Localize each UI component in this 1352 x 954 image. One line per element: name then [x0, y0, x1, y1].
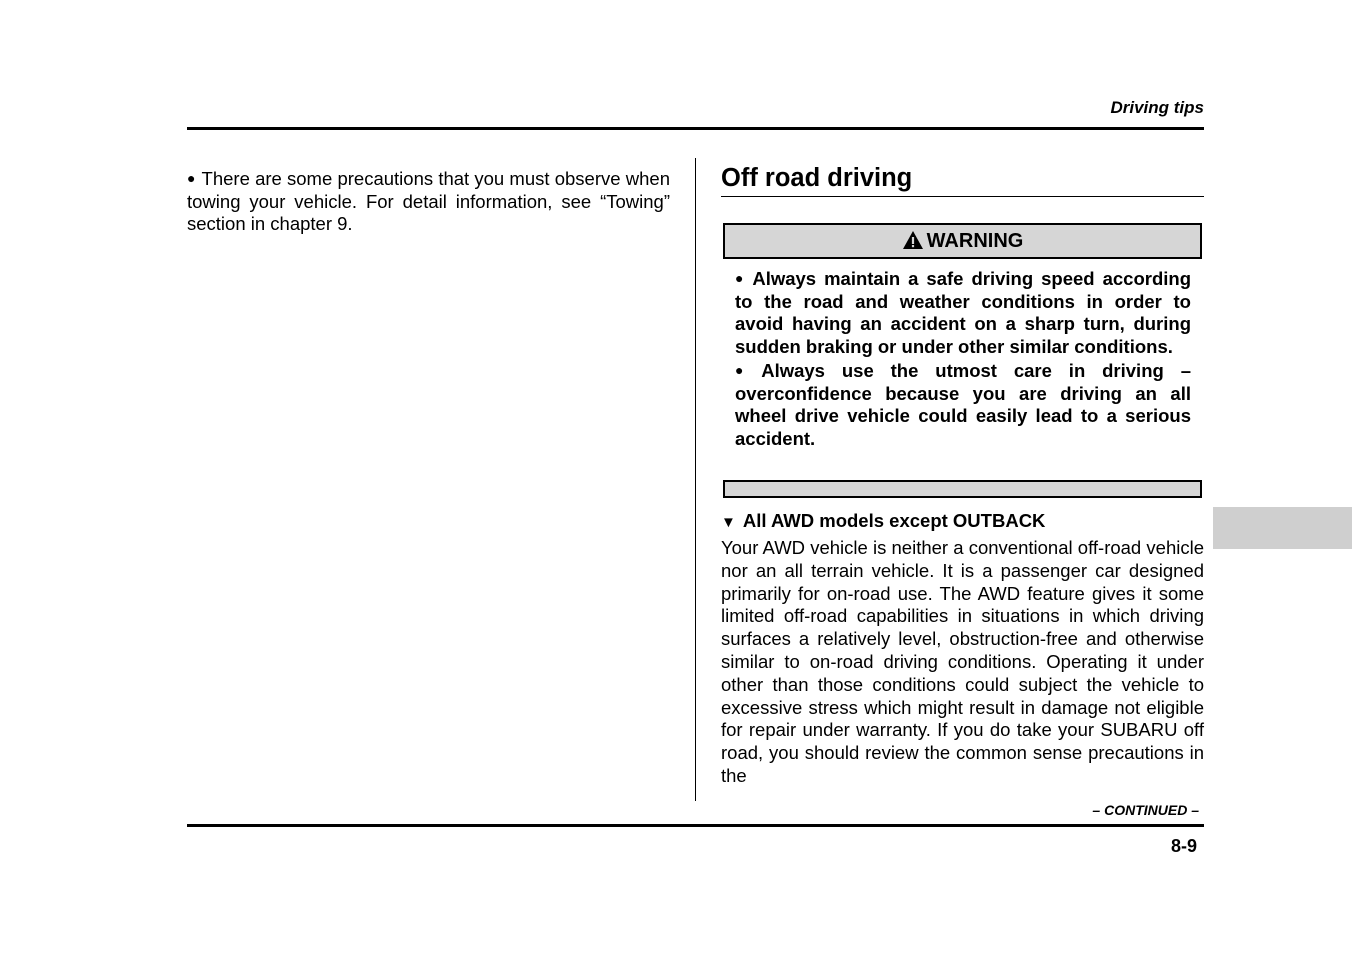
triangle-down-icon: ▼: [721, 514, 736, 531]
column-divider: [695, 158, 696, 801]
warning-header: [723, 223, 1202, 259]
subsection-title: All AWD models except OUTBACK: [742, 510, 1046, 531]
warning-label: WARNING: [926, 229, 1024, 252]
warning-footer-bar: [723, 480, 1202, 498]
footer-rule: [187, 824, 1204, 827]
warning-item: ● Always use the utmost care in driving – overconfidence because you are driving an all wheel drive vehicle could easily lead to a serious accident.: [735, 359, 1191, 449]
bullet-marker: ●: [735, 361, 756, 378]
warning-body: [735, 267, 1191, 451]
section-title: Off road driving: [721, 164, 1204, 197]
header-rule: [187, 127, 1204, 130]
warning-item: ● Always maintain a safe driving speed according to the road and weather conditions in order to avoid having an accident on a sharp turn, during sudden braking or under other similar conditions.: [735, 268, 1191, 358]
subsection-heading: [721, 510, 1204, 532]
bullet-marker: ●: [187, 170, 196, 186]
running-header: Driving tips: [1110, 98, 1204, 117]
continued-label: – CONTINUED –: [1092, 802, 1199, 818]
bullet-marker: ●: [735, 270, 747, 286]
page-number: 8-9: [1170, 836, 1197, 856]
warning-triangle-icon: [902, 230, 924, 250]
towing-note: There are some precautions that you must observe when towing your vehicle. For detail information, see “Towing” section in chapter 9.: [187, 168, 670, 235]
chapter-tab: [1213, 507, 1352, 549]
left-column: [187, 167, 670, 236]
awd-paragraph: Your AWD vehicle is neither a conventional off-road vehicle nor an all terrain vehicle. It is a passenger car designed primarily for on-road use. The AWD feature gives it some limited off-road capabilities in situations in which driving surfaces a relatively level, obstruction-free and otherwise similar to on-road driving conditions. Operating it under other than those conditions could subject the vehicle to excessive stress which might result in damage not eligible for repair under warranty. If you do take your SUBARU off road, you should review the common sense precautions in the: [721, 537, 1204, 786]
